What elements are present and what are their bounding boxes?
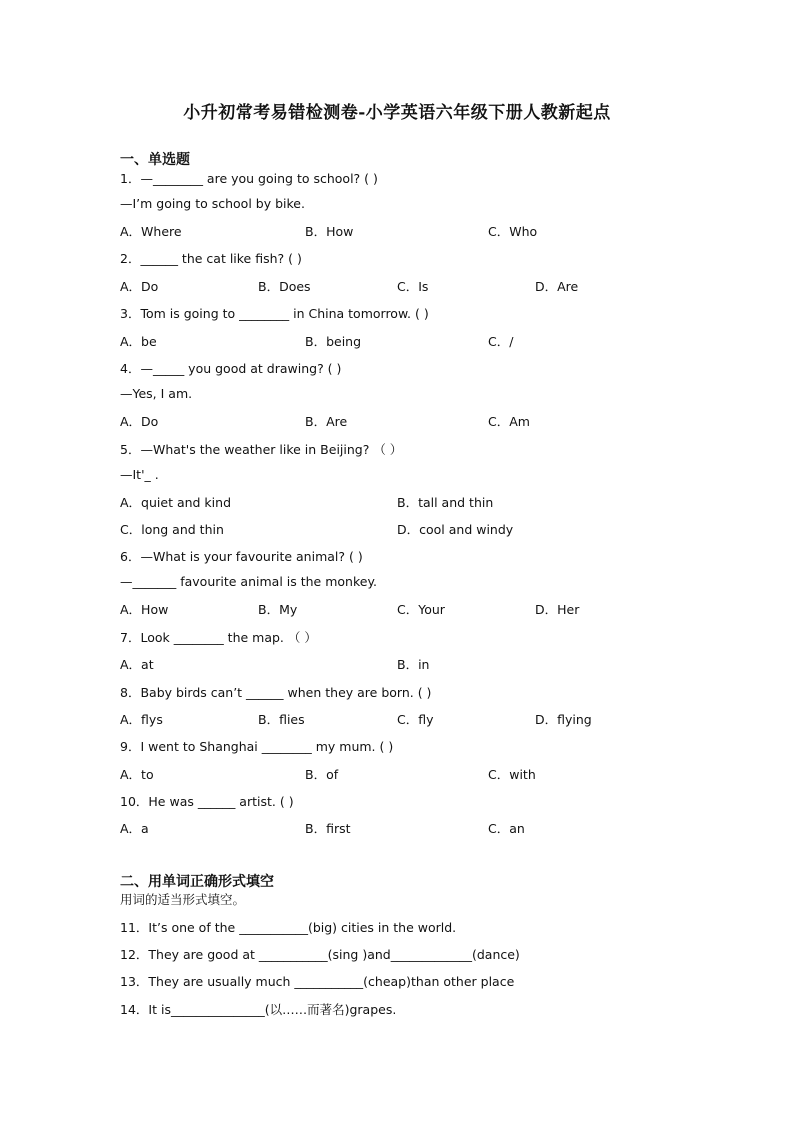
question-11: 11．It’s one of the ___________(big) cities in the world. bbox=[120, 920, 457, 935]
question-5-option-b[interactable]: B．tall and thin bbox=[397, 495, 494, 510]
question-2-stem: 2．______ the cat like fish? ( ) bbox=[120, 251, 302, 266]
question-10-option-a[interactable]: A．a bbox=[120, 821, 149, 836]
question-4-stem: 4．—_____ you good at drawing? ( ) bbox=[120, 361, 342, 376]
question-3-option-a[interactable]: A．be bbox=[120, 334, 157, 349]
question-9-option-c[interactable]: C．with bbox=[488, 767, 536, 782]
question-6-option-c[interactable]: C．Your bbox=[397, 602, 445, 617]
question-2-option-b[interactable]: B．Does bbox=[258, 279, 311, 294]
question-8-option-c[interactable]: C．fly bbox=[397, 712, 434, 727]
question-6-reply: —_______ favourite animal is the monkey. bbox=[120, 574, 378, 589]
question-6-option-a[interactable]: A．How bbox=[120, 602, 169, 617]
question-8-option-a[interactable]: A．flys bbox=[120, 712, 163, 727]
question-7-stem: 7．Look ________ the map. （ ） bbox=[120, 630, 317, 645]
question-5-option-a[interactable]: A．quiet and kind bbox=[120, 495, 232, 510]
question-1-option-c[interactable]: C．Who bbox=[488, 224, 538, 239]
question-10-option-b[interactable]: B．first bbox=[305, 821, 351, 836]
question-3-stem: 3．Tom is going to ________ in China tomorrow. ( ) bbox=[120, 306, 429, 321]
question-2-option-d[interactable]: D．Are bbox=[535, 279, 579, 294]
question-5-reply: —It'_ . bbox=[120, 467, 159, 482]
question-1-stem: 1．—________ are you going to school? ( ) bbox=[120, 171, 378, 186]
question-7-option-a[interactable]: A．at bbox=[120, 657, 154, 672]
question-4-option-c[interactable]: C．Am bbox=[488, 414, 530, 429]
question-4-option-b[interactable]: B．Are bbox=[305, 414, 348, 429]
question-13: 13．They are usually much ___________(cheap)than other place bbox=[120, 974, 515, 989]
question-6-stem: 6．—What is your favourite animal? ( ) bbox=[120, 549, 363, 564]
question-14: 14．It is_______________(以……而著名)grapes. bbox=[120, 1002, 397, 1017]
question-4-reply: —Yes, I am. bbox=[120, 386, 193, 401]
question-8-option-b[interactable]: B．flies bbox=[258, 712, 305, 727]
question-9-option-b[interactable]: B．of bbox=[305, 767, 339, 782]
section-2-instruction: 用词的适当形式填空。 bbox=[120, 892, 246, 907]
question-1-option-b[interactable]: B．How bbox=[305, 224, 354, 239]
section-heading-single-choice: 一、单选题 bbox=[120, 152, 190, 168]
page-title: 小升初常考易错检测卷-小学英语六年级下册人教新起点 bbox=[183, 103, 611, 123]
question-9-stem: 9．I went to Shanghai ________ my mum. ( ) bbox=[120, 739, 394, 754]
question-9-option-a[interactable]: A．to bbox=[120, 767, 154, 782]
question-1-reply: —I’m going to school by bike. bbox=[120, 196, 305, 211]
question-3-option-b[interactable]: B．being bbox=[305, 334, 362, 349]
section-heading-fill-in: 二、用单词正确形式填空 bbox=[120, 874, 274, 890]
question-6-option-d[interactable]: D．Her bbox=[535, 602, 580, 617]
question-4-option-a[interactable]: A．Do bbox=[120, 414, 159, 429]
question-12: 12．They are good at ___________(sing )and_____________(dance) bbox=[120, 947, 520, 962]
question-10-stem: 10．He was ______ artist. ( ) bbox=[120, 794, 294, 809]
question-10-option-c[interactable]: C．an bbox=[488, 821, 525, 836]
question-5-option-c[interactable]: C．long and thin bbox=[120, 522, 224, 537]
question-5-option-d[interactable]: D．cool and windy bbox=[397, 522, 514, 537]
question-3-option-c[interactable]: C．/ bbox=[488, 334, 514, 349]
question-5-stem: 5．—What's the weather like in Beijing? （ ） bbox=[120, 442, 403, 457]
question-6-option-b[interactable]: B．My bbox=[258, 602, 298, 617]
question-7-option-b[interactable]: B．in bbox=[397, 657, 430, 672]
question-1-option-a[interactable]: A．Where bbox=[120, 224, 182, 239]
question-8-stem: 8．Baby birds can’t ______ when they are born. ( ) bbox=[120, 685, 432, 700]
question-8-option-d[interactable]: D．flying bbox=[535, 712, 592, 727]
question-2-option-a[interactable]: A．Do bbox=[120, 279, 159, 294]
question-2-option-c[interactable]: C．Is bbox=[397, 279, 429, 294]
